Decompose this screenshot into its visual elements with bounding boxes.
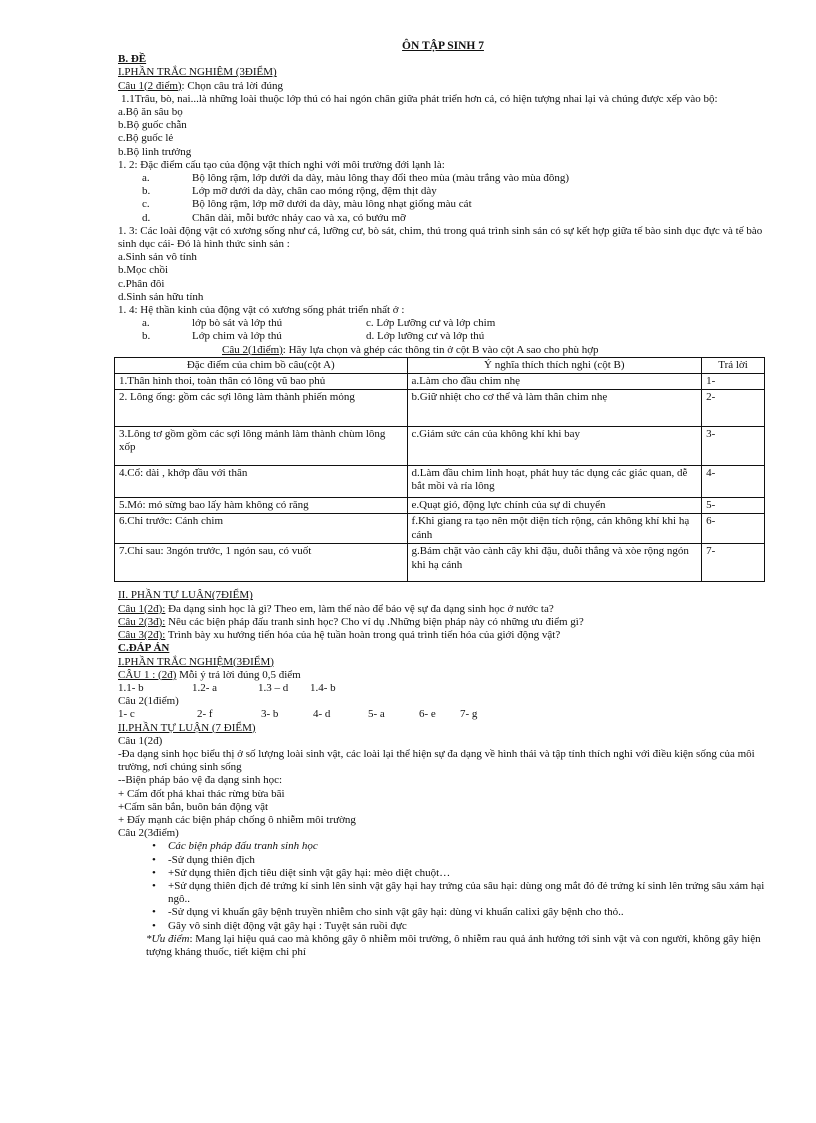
column-header-a: Đặc điểm của chim bồ câu(cột A) bbox=[115, 357, 408, 373]
cell-b: d.Làm đầu chim linh hoạt, phát huy tác dụng các giác quan, dễ bắt mồi và rỉa lông bbox=[407, 466, 702, 498]
answer-cau2-heading: Câu 2(1điểm) bbox=[118, 695, 179, 708]
cell-a: 3.Lông tơ gồm gồm các sợi lông mảnh làm thành chùm lông xốp bbox=[115, 427, 408, 466]
cell-answer: 5- bbox=[702, 498, 765, 514]
list-item: • Các biện pháp đấu tranh sinh học bbox=[152, 840, 768, 853]
cell-b: a.Làm cho đầu chim nhẹ bbox=[407, 374, 702, 390]
q1-1-option-a: a.Bộ ăn sâu bọ bbox=[118, 106, 183, 119]
table-row bbox=[115, 498, 765, 514]
cell-a: 1.Thân hình thoi, toàn thân có lông vũ bao phủ bbox=[115, 374, 408, 390]
list-item: • Gây vô sinh diệt động vật gây hại : Tuyệt sản ruồi đực bbox=[152, 920, 768, 933]
answer-tl1-heading: Câu 1(2đ) bbox=[118, 734, 163, 747]
table-header-row bbox=[115, 357, 765, 373]
answer-tl1-line: + Đẩy mạnh các biện pháp chống ô nhiễm môi trường bbox=[118, 813, 356, 826]
cell-b: g.Bám chặt vào cành cây khi đậu, duỗi thẳng và xòe rộng ngón khi hạ cánh bbox=[407, 544, 702, 582]
cell-a: 7.Chi sau: 3ngón trước, 1 ngón sau, có vuốt bbox=[115, 544, 408, 582]
q1-1-option-c: c.Bộ guốc lẻ bbox=[118, 132, 174, 145]
cau2-instruction: : Hãy lựa chọn và ghép các thông tin ở cột B vào cột A sao cho phù hợp bbox=[282, 343, 599, 356]
cau2-heading bbox=[118, 344, 768, 357]
q1-1-option-b: b.Bộ guốc chẵn bbox=[118, 119, 187, 132]
answer-tl1-line: -Đa dạng sinh học biểu thị ở số lượng loài sinh vật, các loài lại thể hiện sự đa dạng về hình thái và tập tính thích nghi với điều kiện sống của môi trường, nơi chúng sinh sống bbox=[118, 747, 755, 774]
question-1-2: 1. 2: Đặc điểm cấu tạo của động vật thích nghi với môi trường đới lạnh là: bbox=[118, 158, 445, 171]
essay-question-2: Câu 2(3đ): Nêu các biện pháp đấu tranh sinh học? Cho ví dụ .Những biện pháp này có những ưu điểm gì? bbox=[118, 615, 584, 628]
answer-tl1-line: + Cấm đốt phá khai thác rừng bừa bãi bbox=[118, 787, 285, 800]
table-row bbox=[115, 466, 765, 498]
question-1-4: 1. 4: Hệ thần kinh của động vật có xương sống phát triển nhất ở : bbox=[118, 304, 405, 317]
cell-b: f.Khi giang ra tạo nên một diện tích rộng, cản không khí khi hạ cánh bbox=[407, 514, 702, 544]
question-1-1: 1.1Trâu, bò, nai...là những loài thuộc lớp thú có hai ngón chân giữa phát triển hơn cả, có hiện tượng nhai lại và chúng được xếp vào bộ: bbox=[121, 92, 718, 105]
answer-part2-heading: II.PHẦN TỰ LUẬN (7 ĐIỂM) bbox=[118, 721, 256, 734]
cell-answer: 3- bbox=[702, 427, 765, 466]
cau1-label: Câu 1(2 điểm) bbox=[118, 79, 182, 92]
cell-b: c.Giảm sức cản của không khí khi bay bbox=[407, 427, 702, 466]
answer-cau2-values: 1- c 2- f 3- b 4- d 5- a 6- e 7- g bbox=[118, 708, 478, 721]
section-b-heading: B. ĐỀ bbox=[118, 53, 147, 66]
cau2-label: Câu 2(1điểm) bbox=[222, 343, 283, 356]
advantages-paragraph: *Ưu điểm: Mang lại hiệu quả cao mà không gây ô nhiễm môi trường, ô nhiễm rau quả ảnh hưởng tới sinh vật và con người, không gây hiện tượng kháng thuốc, tiết kiệm chi phí bbox=[146, 932, 761, 958]
table-row bbox=[115, 374, 765, 390]
part1-heading: I.PHẦN TRẮC NGHIỆM (3ĐIỂM) bbox=[118, 66, 277, 79]
list-item: • +Sử dụng thiên địch đẻ trứng kí sinh lên sinh vật gây hại hay trứng của sâu hại: dùng ong mắt đỏ đẻ trứng kí sinh lên trứng sâu xám hại ngô.. bbox=[152, 880, 768, 906]
table-row bbox=[115, 390, 765, 427]
cell-answer: 2- bbox=[702, 390, 765, 427]
answer-tl1-line: --Biện pháp bảo vệ đa dạng sinh học: bbox=[118, 774, 283, 787]
cell-b: b.Giữ nhiệt cho cơ thể và làm thân chim nhẹ bbox=[407, 390, 702, 427]
q1-4-options-row-2: b. Lớp chim và lớp thú d. Lớp lưỡng cư và lớp thú bbox=[142, 330, 485, 343]
q1-1-option-d: b.Bộ linh trưởng bbox=[118, 145, 192, 158]
column-header-b: Ý nghĩa thích thích nghi (cột B) bbox=[407, 357, 702, 373]
answer-tl2-list bbox=[118, 840, 768, 932]
q1-3-option-b: b.Mọc chồi bbox=[118, 264, 169, 277]
q1-3-option-d: d.Sinh sản hữu tính bbox=[118, 290, 204, 303]
q1-3-option-c: c.Phân đôi bbox=[118, 277, 165, 290]
table-row bbox=[115, 427, 765, 466]
answer-cau1-heading: CÂU 1 : (2đ) Mỗi ý trả lời đúng 0,5 điểm bbox=[118, 668, 301, 681]
cell-a: 4.Cổ: dài , khớp đầu với thân bbox=[115, 466, 408, 498]
cell-a: 6.Chi trước: Cánh chim bbox=[115, 514, 408, 544]
cau1-instruction: : Chọn câu trả lời đúng bbox=[181, 79, 283, 92]
q1-4-options-row-1: a. lớp bò sát và lớp thú c. Lớp Lưỡng cư và lớp chim bbox=[142, 317, 496, 330]
q1-2-option-a: a. Bộ lông rậm, lớp dưới da dày, màu lông thay đổi theo mùa (màu trắng vào mùa đông) bbox=[142, 172, 570, 185]
q1-2-option-b: b. Lớp mỡ dưới da dày, chân cao móng rộng, đệm thịt dày bbox=[142, 185, 437, 198]
answer-tl1-line: +Cấm săn bắn, buôn bán động vật bbox=[118, 800, 269, 813]
q1-2-option-c: c. Bộ lông rậm, lớp mỡ dưới da dày, màu lông nhạt giống màu cát bbox=[142, 198, 472, 211]
cell-b: e.Quạt gió, động lực chính của sự di chuyển bbox=[407, 498, 702, 514]
list-item: • -Sử dụng vi khuẩn gây bệnh truyền nhiễm cho sinh vật gây hại: dùng vi khuẩn calixi gây bệnh cho thỏ.. bbox=[152, 906, 768, 919]
answer-part1-heading: I.PHẦN TRẮC NGHIỆM(3ĐIỂM) bbox=[118, 655, 274, 668]
cell-a: 5.Mỏ: mỏ sừng bao lấy hàm không có răng bbox=[115, 498, 408, 514]
document-page bbox=[118, 40, 768, 959]
cell-answer: 6- bbox=[702, 514, 765, 544]
list-item: • -Sử dụng thiên địch bbox=[152, 854, 768, 867]
q1-3-option-a: a.Sinh sản vô tính bbox=[118, 251, 197, 264]
cell-answer: 4- bbox=[702, 466, 765, 498]
cell-a: 2. Lông ống: gồm các sợi lông làm thành phiến mỏng bbox=[115, 390, 408, 427]
q1-2-option-d: d. Chân dài, mỗi bước nhảy cao và xa, có bướu mỡ bbox=[142, 211, 406, 224]
essay-question-3: Câu 3(2đ): Trình bày xu hướng tiến hóa của hệ tuần hoàn trong quá trình tiến hóa của giới động vật? bbox=[118, 629, 561, 642]
cau1-heading bbox=[118, 80, 768, 93]
cell-answer: 7- bbox=[702, 544, 765, 582]
list-item: • +Sử dụng thiên địch tiêu diệt sinh vật gây hại: mèo diệt chuột… bbox=[152, 867, 768, 880]
page-title: ÔN TẬP SINH 7 bbox=[402, 40, 484, 52]
table-row bbox=[115, 514, 765, 544]
column-header-answer: Trả lời bbox=[702, 357, 765, 373]
cell-answer: 1- bbox=[702, 374, 765, 390]
answer-tl2-heading: Câu 2(3điểm) bbox=[118, 827, 179, 840]
answer-key-heading: C.ĐÁP ÁN bbox=[118, 642, 170, 655]
table-row bbox=[115, 544, 765, 582]
part2-heading: II. PHẦN TỰ LUẬN(7ĐIỂM) bbox=[118, 589, 253, 602]
question-1-3: 1. 3: Các loài động vật có xương sống như cá, lưỡng cư, bò sát, chim, thú trong quá trình sinh sản có sự kết hợp giữa tế bào sinh dục đực và tế bào sinh dục cái- Đó là hình thức sinh sản : bbox=[118, 224, 763, 251]
essay-question-1: Câu 1(2đ): Đa dạng sinh học là gì? Theo em, làm thế nào để bảo vệ sự đa dạng sinh học ở nước ta? bbox=[118, 602, 554, 615]
matching-table bbox=[114, 357, 765, 583]
answer-cau1-values: 1.1- b 1.2- a 1.3 – d 1.4- b bbox=[118, 681, 336, 694]
